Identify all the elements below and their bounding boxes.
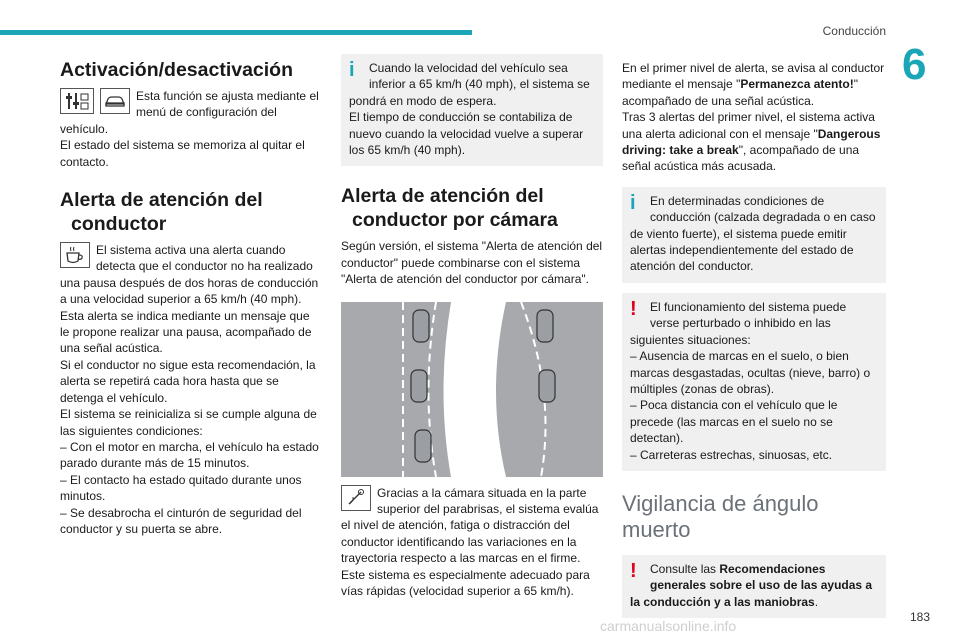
blind-spot-title-line2: muerto bbox=[622, 516, 691, 542]
section-title-activation: Activación/desactivación bbox=[60, 59, 294, 81]
message-dangerous-driving: Dangerous driving: take a break bbox=[622, 126, 881, 158]
coffee-cup-icon bbox=[60, 242, 90, 268]
info-note-text: En determinadas condiciones de conducción (calzada degradada o en caso de viento fuerte), el sistema puede emitir alertas independientemente del estado de atención del conductor. bbox=[630, 193, 876, 274]
camera-alert-text: Gracias a la cámara situada en la parte superior del parabrisas, el sistema evalúa el nivel de atención, fatiga o distracción del conductor identificando las variaciones en la trayectoria respecto a las marcas en el firme. Este sistema es especialmente adecuado para vías rápidas (velocidad superior a 65 km/h). bbox=[341, 485, 599, 599]
right-column bbox=[622, 60, 886, 618]
camera-alert-title-line1: Alerta de atención del bbox=[341, 185, 544, 208]
activation-memory-text: El estado del sistema se memoriza al quitar el contacto. bbox=[60, 138, 305, 169]
warning-note-text: El funcionamiento del sistema puede verse perturbado o inhibido en las siguientes situaciones: bbox=[630, 299, 847, 347]
page-number: 183 bbox=[910, 610, 931, 624]
warning-icon: ! bbox=[630, 559, 637, 582]
section-title-driver-alert bbox=[60, 188, 322, 236]
driver-alert-reset-text: El sistema se reinicializa si se cumple alguna de las siguientes condiciones: bbox=[60, 407, 317, 438]
message-permanezca: Permanezca atento! bbox=[740, 77, 854, 92]
warning-note-text: Consulte las Recomendaciones generales sobre el uso de las ayudas a la conducción y a las maniobras. bbox=[630, 561, 873, 609]
car-icon bbox=[100, 88, 130, 114]
list-item: – Se desabrocha el cinturón de seguridad del conductor y su puerta se abre. bbox=[60, 505, 302, 536]
info-icon: i bbox=[349, 59, 355, 81]
middle-column bbox=[341, 54, 603, 600]
camera-alert-intro: Según versión, el sistema "Alerta de atención del conductor" puede combinarse con el sistema "Alerta de atención del conductor por cámara". bbox=[341, 239, 603, 287]
list-item: – Poca distancia con el vehículo que le precede (las marcas en el suelo no se detectan). bbox=[630, 398, 838, 446]
info-note-text: Cuando la velocidad del vehículo sea inferior a 65 km/h (40 mph), el sistema se pondrá en modo de espera. bbox=[349, 61, 590, 108]
left-column bbox=[60, 58, 322, 537]
first-level-alert-text: En el primer nivel de alerta, se avisa al conductor mediante el mensaje "Permanezca atento!" acompañado de una señal acústica. bbox=[622, 61, 885, 108]
driver-alert-text: El sistema activa una alerta cuando detecta que el conductor no ha realizado una pausa después de dos horas de conducción a una velocidad superior a 65 km/h (40 mph). bbox=[60, 243, 319, 307]
driver-alert-title-line2: conductor bbox=[71, 213, 167, 236]
list-item: – Carreteras estrechas, sinuosas, etc. bbox=[630, 447, 833, 462]
warning-icon: ! bbox=[630, 297, 637, 320]
activation-text: Esta función se ajusta mediante el menú de configuración del vehículo. bbox=[60, 89, 319, 136]
info-note-conditions bbox=[622, 187, 886, 283]
list-item: – Ausencia de marcas en el suelo, o bien marcas desgastadas, ocultas (nieve, barro) o múltiples (zonas de obras). bbox=[630, 349, 871, 396]
camera-alert-title-line2: conductor por cámara bbox=[352, 209, 558, 232]
watermark: carmanualsonline.info bbox=[600, 618, 737, 634]
warning-note-recommendations bbox=[622, 555, 886, 618]
chapter-title: Conducción bbox=[822, 24, 886, 38]
list-item: – El contacto ha estado quitado durante unos minutos. bbox=[60, 472, 302, 504]
driver-alert-repeat-text: Si el conductor no sigue esta recomendación, la alerta se repetirá cada hora hasta que se detenga el vehículo. bbox=[60, 357, 316, 405]
section-title-blind-spot bbox=[622, 491, 886, 543]
list-item: – Con el motor en marcha, el vehículo ha estado parado durante más de 15 minutos. bbox=[60, 439, 319, 471]
second-level-alert-text: Tras 3 alertas del primer nivel, el sistema activa una alerta adicional con el mensaje "Dangerous driving: take a break", acompañado de una señal acústica más acusada. bbox=[622, 110, 881, 174]
header-bar bbox=[0, 30, 472, 35]
info-note-standby bbox=[341, 54, 603, 166]
driver-alert-message-text: Esta alerta se indica mediante un mensaje que le propone realizar una pausa, acompañado de una señal acústica. bbox=[60, 308, 312, 356]
blind-spot-title-line1: Vigilancia de ángulo bbox=[622, 490, 819, 516]
settings-menu-icon bbox=[60, 88, 94, 114]
info-icon: i bbox=[630, 191, 636, 214]
warning-note-disturbance bbox=[622, 293, 886, 471]
section-title-camera-alert bbox=[341, 184, 603, 232]
camera-icon bbox=[341, 485, 371, 511]
info-note-text-2: El tiempo de conducción se contabiliza de nuevo cuando la velocidad vuelve a superar los 65 km/h (40 mph). bbox=[349, 110, 584, 158]
road-illustration bbox=[341, 302, 603, 477]
driver-alert-title-line1: Alerta de atención del bbox=[60, 189, 263, 212]
chapter-number: 6 bbox=[902, 40, 927, 89]
